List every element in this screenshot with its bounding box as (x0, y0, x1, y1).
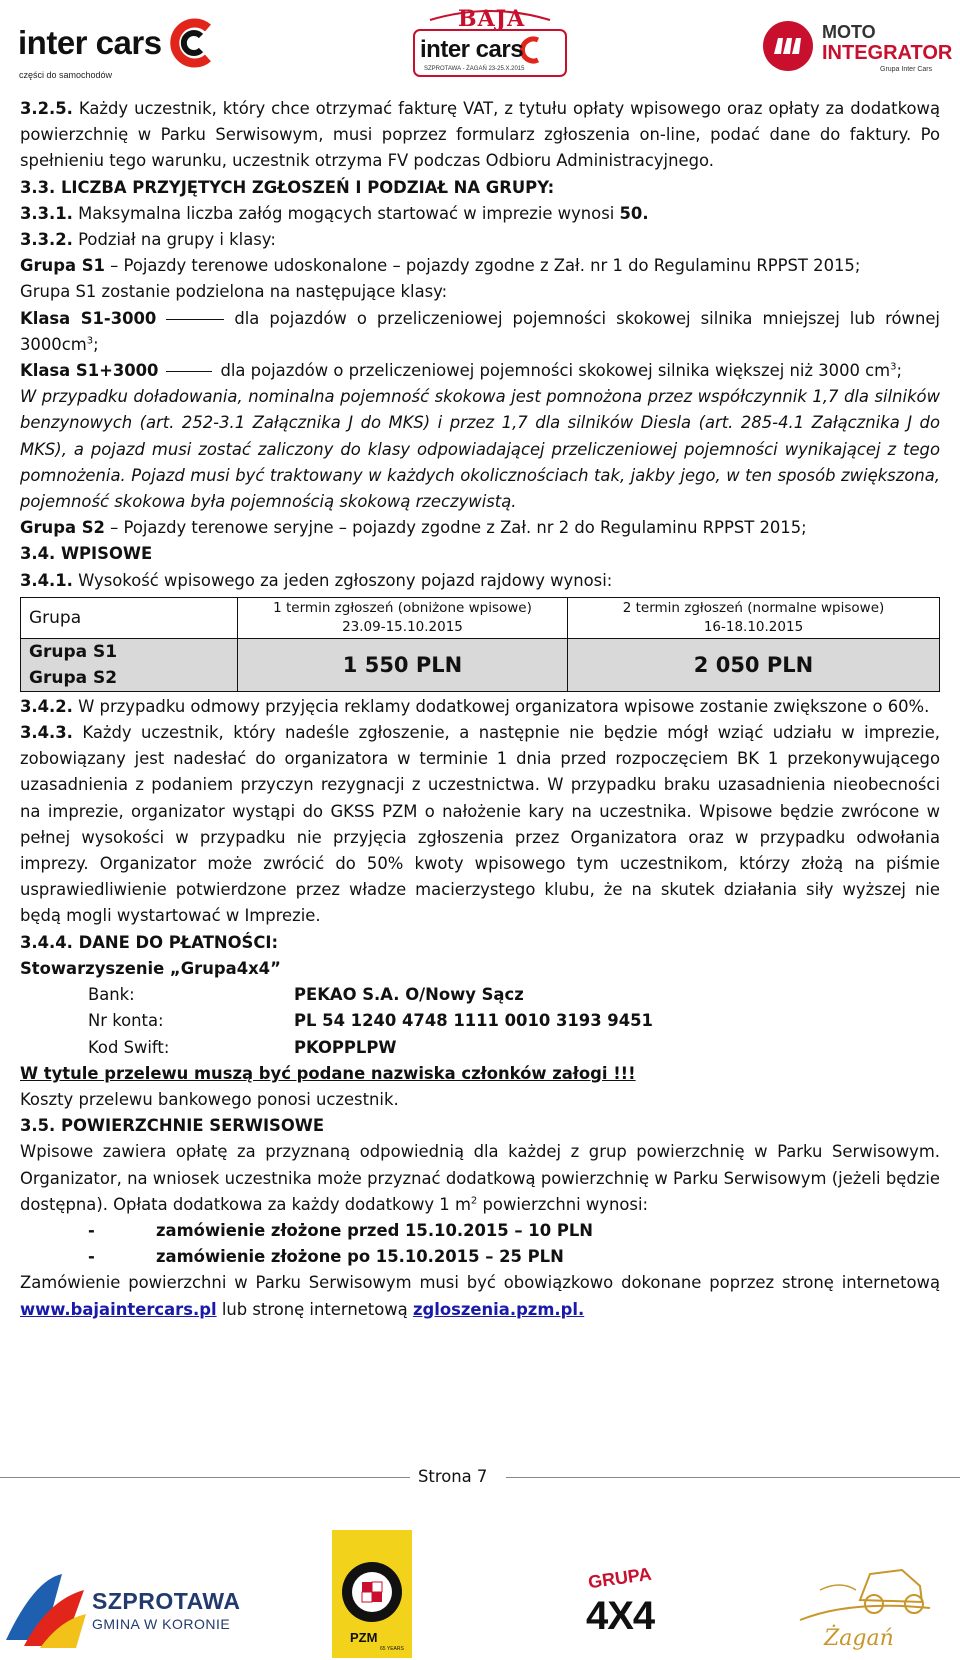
class1-text: dla pojazdów o przeliczeniowej pojemności skokowej silnika mniejszej lub równej (234, 308, 940, 328)
para-class-1 (20, 306, 940, 358)
list-item-mark: - (88, 1220, 95, 1240)
sup-3-5: 2 (470, 1195, 478, 1207)
bank-value: PEKAO S.A. O/Nowy Sącz (294, 985, 524, 1005)
group-s2-text: – Pojazdy terenowe seryjne – pojazdy zgodne z Zał. nr 2 do Regulaminu RPPST 2015; (110, 518, 807, 538)
group-s1-text: – Pojazdy terenowe udoskonalone – pojazdy zgodne z Zał. nr 1 do Regulaminu RPPST 2015; (110, 256, 861, 276)
szprotawa-line1: SZPROTAWA (92, 1588, 241, 1614)
fee-header-group: Grupa (21, 597, 238, 638)
motointegrator-logo (762, 18, 953, 74)
para-3-3-2 (20, 227, 940, 253)
list-item-text: zamówienie złożone po 15.10.2015 – 25 PLN (156, 1247, 564, 1267)
text-3-4-3: Każdy uczestnik, który nadeśle zgłoszenie, a następnie nie będzie mógł wziąć udziału w imprezie, zobowiązany jest nadesłać do organizatora w terminie 1 dnia przed rozpoczęciem BK 1 przekonywującego uzasadnienia z podaniem przyczyn rezygnacji z uczestnictwa. W przypadku braku uzasadnienia nieobecności na imprezie, organizator wystąpi do GKSS PZM o nałożenie kary na uczestnika. Wpisowe będzie zwrócone w pełnej wysokości w przypadku nie przyjęcia zgłoszenia przez Organizatora oraz w przypadku odwołania imprezy. Organizator może zwrócić do 50% kwoty wpisowego tym uczestnikom, którzy złożą na piśmie usprawiedliwienie potwierdzone przez władze macierzystego klubu, że na skutek działania siły wyższej nie będą mogli wystartować w Imprezie. (20, 723, 940, 926)
motointegrator-m-icon (762, 20, 814, 72)
pzm-years: 65 YEARS (380, 1646, 404, 1652)
association-name: Stowarzyszenie „Grupa4x4” (20, 958, 281, 978)
para-3-3-1 (20, 201, 940, 227)
grupa4x4-logo (574, 1563, 686, 1652)
para-group-s2 (20, 515, 940, 541)
baja-word: inter cars (420, 36, 524, 63)
heading-3-5: 3.5. POWIERZCHNIE SERWISOWE (20, 1116, 325, 1136)
link-bajaintercars[interactable]: www.bajaintercars.pl (20, 1299, 217, 1319)
heading-3-4-4: 3.4.4. DANE DO PŁATNOŚCI: (20, 932, 279, 952)
fee-group-s2: Grupa S2 (29, 667, 118, 688)
bank-label: Bank: (88, 985, 135, 1005)
final-text: Zamówienie powierzchni w Parku Serwisowym musi być obowiązkowo dokonane poprzez stronę internetową (20, 1273, 940, 1293)
intercars-logo-tagline: części do samochodów (19, 70, 113, 80)
para-class-2 (20, 358, 940, 384)
moto-line3: Grupa Inter Cars (880, 66, 933, 73)
text-3-5: Wpisowe zawiera opłatę za przyznaną odpowiednią dla każdej z grup powierzchnię w Parku Serwisowym. Organizator, na wniosek uczestnika może przyznać dodatkową powierzchnię w Parku Serwisowym (jeżeli będzie dostępna). Opłata dodatkowa za każdy dodatkowy 1 m (20, 1142, 940, 1214)
intercars-c-icon (168, 18, 218, 68)
num-3-4-2: 3.4.2. (20, 696, 73, 716)
list-item-mark: - (88, 1247, 95, 1267)
text-3-3-1: Maksymalna liczba załóg mogących startować w imprezie wynosi (78, 203, 615, 223)
fee-group-s1: Grupa S1 (29, 641, 118, 662)
bank-row (88, 982, 940, 1008)
para-3-4-2 (20, 694, 940, 720)
fee-table-header (21, 597, 940, 638)
zagan-text: Żagań (824, 1626, 894, 1651)
para-s1-split: Grupa S1 zostanie podzielona na następujące klasy: (20, 282, 448, 302)
para-3-4-3 (20, 720, 940, 930)
heading-3-4: 3.4. WPISOWE (20, 544, 153, 564)
document-body (20, 96, 940, 1323)
moto-line1: MOTO (822, 22, 876, 42)
transfer-cost: Koszty przelewu bankowego ponosi uczestnik. (20, 1089, 399, 1109)
intercars-logo (18, 18, 218, 80)
baja-logo (410, 6, 570, 80)
para-group-s1 (20, 253, 940, 279)
swift-label: Kod Swift: (88, 1037, 170, 1057)
account-value: PL 54 1240 4748 1111 0010 3193 9451 (294, 1011, 653, 1031)
moto-line2: INTEGRATOR (822, 42, 953, 64)
num-3-4-1: 3.4.1. (20, 570, 73, 590)
num-3-2-5: 3.2.5. (20, 99, 73, 118)
fee-row-groups (21, 638, 238, 691)
num-3-4-3: 3.4.3. (20, 723, 73, 743)
class2-text: dla pojazdów o przeliczeniowej pojemności skokowej silnika większej niż 3000 cm (220, 361, 891, 381)
list-item (88, 1218, 940, 1244)
final-mid: lub stronę internetową (221, 1299, 408, 1319)
heading-3-3: 3.3. LICZBA PRZYJĘTYCH ZGŁOSZEŃ I PODZIAŁ NA GRUPY: (20, 177, 555, 197)
term1-line1: 1 termin zgłoszeń (obniżone wpisowe) (273, 599, 532, 616)
page-number: Strona 7 (418, 1467, 488, 1486)
text-3-4-1: Wysokość wpisowego za jeden zgłoszony pojazd rajdowy wynosi: (78, 570, 613, 590)
pzm-wheel-icon (340, 1560, 404, 1624)
fee-term1-amount: 1 550 PLN (238, 638, 568, 691)
text-3-2-5: Każdy uczestnik, który chce otrzymać fakturę VAT, z tytułu opłaty wpisowego oraz opłaty za dodatkową powierzchnię w Parku Serwisowym, musi poprzez formularz zgłoszenia on-line, podać dane do faktury. Po spełnieniu tego warunku, uczestnik otrzyma FV podczas Odbioru Administracyjnego. (20, 99, 940, 171)
class2-sup: 3 (890, 361, 897, 373)
offroad-car-icon (790, 1560, 940, 1630)
baja-sub: SZPROTAWA - ŻAGAŃ 23-25.X.2015 (424, 66, 525, 72)
value-3-3-1: 50. (619, 203, 649, 223)
account-row (88, 1008, 940, 1034)
para-3-5 (20, 1139, 940, 1218)
swift-value: PKOPPLPW (294, 1037, 397, 1057)
fee-table-row (21, 638, 940, 691)
grupa4x4-line2: 4X4 (586, 1594, 655, 1638)
fee-header-term2 (568, 597, 940, 638)
transfer-title-note: W tytule przelewu muszą być podane nazwiska członków załogi !!! (20, 1063, 636, 1083)
account-label: Nr konta: (88, 1011, 164, 1031)
list-item-text: zamówienie złożone przed 15.10.2015 – 10 PLN (156, 1220, 594, 1240)
szprotawa-line2: GMINA W KORONIE (92, 1616, 231, 1632)
para-3-2-5 (20, 96, 940, 175)
pzm-text: PZM (350, 1630, 378, 1645)
class1-end: ; (93, 334, 99, 354)
fee-term2-amount: 2 050 PLN (568, 638, 940, 691)
class2-end: ; (896, 361, 903, 381)
class2-name: Klasa S1+3000 (20, 361, 159, 381)
group-s1-name: Grupa S1 (20, 256, 105, 276)
term2-line1: 2 termin zgłoszeń (normalne wpisowe) (622, 599, 885, 616)
term1-line2: 23.09-15.10.2015 (342, 618, 463, 635)
class1-unit: 3000cm (20, 334, 87, 354)
class1-sup: 3 (86, 335, 94, 347)
text-3-4-2: W przypadku odmowy przyjęcia reklamy dodatkowej organizatora wpisowe zostanie zwiększone o 60%. (78, 696, 930, 716)
swift-row (88, 1035, 940, 1061)
list-item (88, 1244, 940, 1270)
long-dash (166, 319, 224, 320)
para-turbo: W przypadku doładowania, nominalna pojemność skokowa jest pomnożona przez współczynnik 1,7 dla silników benzynowych (art. 252-3.1 Załącznika J do MKS) i przez 1,7 dla silników Diesla (art. 285-4.1 Załącznika J do MKS), a pojazd musi zostać zaliczony do klasy odpowiadającej przeliczeniowej pojemności wynikającej z tego pomnożenia. Pojazd musi być traktowany w każdych okolicznościach tak, jakby jego, w ten sposób zwiększona, pojemność skokowa była pojemnością skokową rzeczywistą. (20, 387, 940, 512)
para-3-4-1 (20, 568, 940, 594)
num-3-3-1: 3.3.1. (20, 203, 73, 223)
group-s2-name: Grupa S2 (20, 518, 105, 538)
fee-header-term1 (238, 597, 568, 638)
num-3-3-2: 3.3.2. (20, 230, 73, 250)
pzm-logo (332, 1530, 412, 1658)
szprotawa-emblem-icon (4, 1570, 88, 1650)
class1-name: Klasa S1-3000 (20, 308, 157, 328)
szprotawa-logo (4, 1566, 264, 1650)
zagan-logo (790, 1560, 940, 1656)
fee-table (20, 597, 940, 692)
text-3-3-2: Podział na grupy i klasy: (78, 230, 276, 250)
intercars-logo-word: inter cars (18, 24, 162, 61)
grupa4x4-line1: GRUPA (586, 1563, 653, 1593)
para-final (20, 1270, 940, 1322)
baja-title: BAJA (458, 6, 526, 32)
term2-line2: 16-18.10.2015 (703, 618, 804, 635)
link-zgloszenia-pzm[interactable]: zgloszenia.pzm.pl. (412, 1299, 585, 1319)
end-3-5: powierzchni wynosi: (482, 1194, 649, 1214)
long-dash (166, 371, 212, 372)
